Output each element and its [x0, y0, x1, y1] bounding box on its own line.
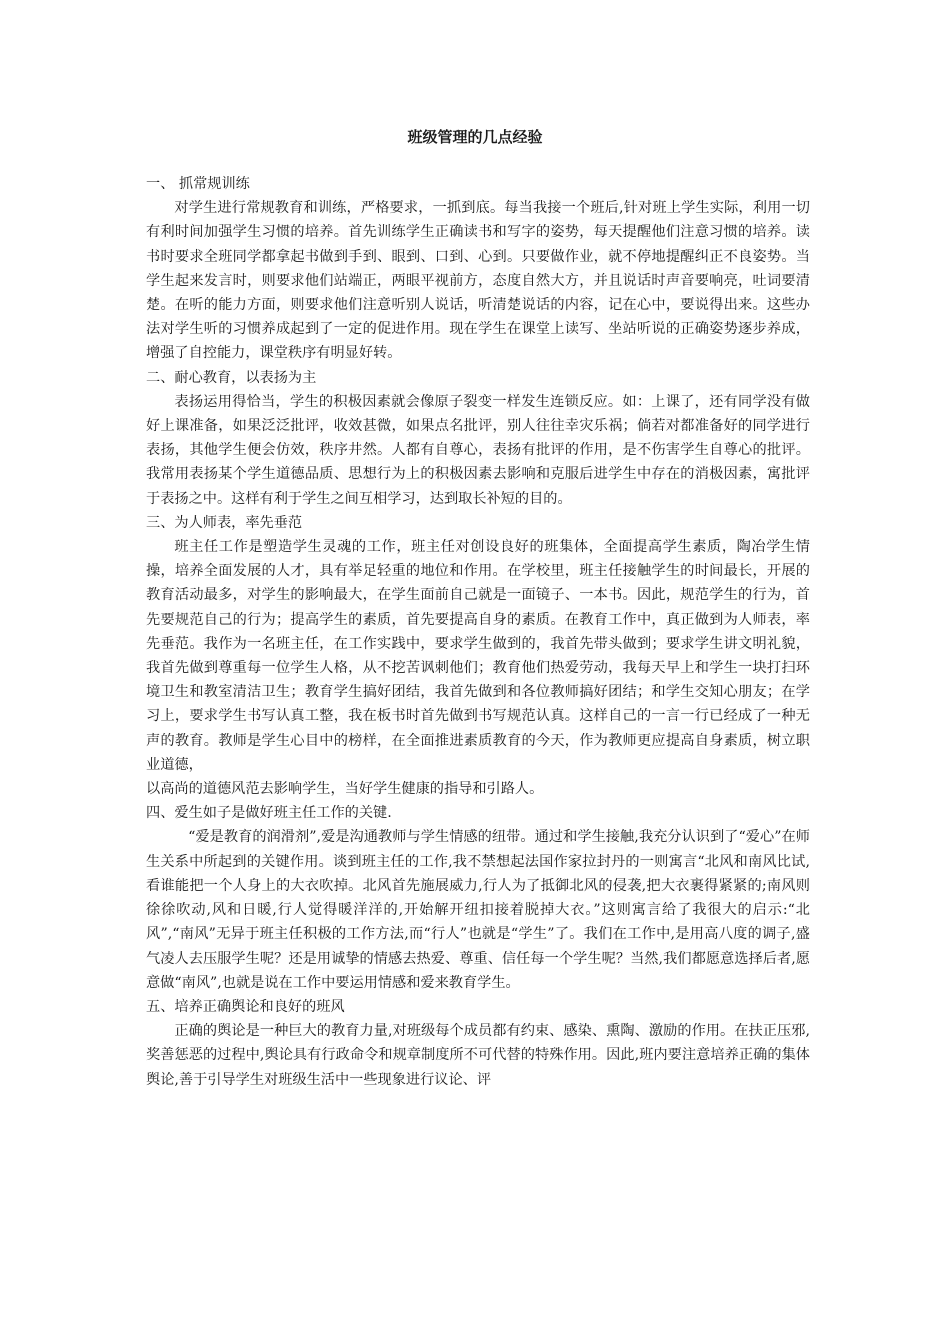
section-heading-3: 三、为人师表，率先垂范: [146, 514, 303, 531]
section-paragraph-1: 对学生进行常规教育和训练，严格要求，一抓到底。每当我接一个班后,针对班上学生实际，利用一切有利时间加强学生习惯的培养。首先训练学生正确读书和写字的姿势，每天提醒他们注意习惯的培养。读书时要求全班同学都拿起书做到手到、眼到、口到、心到。只要做作业，就不停地提醒纠正不良姿势。当学生起来发言时，则要求他们站端正，两眼平视前方，态度自然大方，并且说话时声音要响亮，吐词要清楚。在听的能力方面，则要求他们注意听别人说话，听清楚说话的内容，记在心中，要说得出来。这些办法对学生听的习惯养成起到了一定的促进作用。现在学生在课堂上读写、坐站听说的正确姿势逐步养成，增强了自控能力，课堂秩序有明显好转。: [146, 200, 810, 362]
section-heading-1: 一、 抓常规训练: [146, 176, 250, 192]
section-paragraph-5: 正确的舆论是一种巨大的教育力量,对班级每个成员都有约束、感染、熏陶、激励的作用。在扶正压邪,奖善惩恶的过程中,舆论具有行政命令和规章制度所不可代替的特殊作用。因此,班内要注意培养正确的集体舆论,善于引导学生对班级生活中一些现象进行议论、评: [146, 1023, 810, 1088]
section-paragraph-2: 表扬运用得恰当，学生的积极因素就会像原子裂变一样发生连锁反应。如：上课了，还有同学没有做好上课准备，如果泛泛批评，收效甚微，如果点名批评，别人往往幸灾乐祸；倘若对都准备好的同学进行表扬，其他学生便会仿效，秩序井然。人都有自尊心，表扬有批评的作用，是不伤害学生自尊心的批评。我常用表扬某个学生道德品质、思想行为上的积极因素去影响和克服后进学生中存在的消极因素，寓批评于表扬之中。这样有利于学生之间互相学习，达到取长补短的目的。: [146, 393, 810, 507]
section-heading-4: 四、爱生如子是做好班主任工作的关键.: [146, 805, 392, 822]
section-paragraph-3: 班主任工作是塑造学生灵魂的工作，班主任对创设良好的班集体，全面提高学生素质，陶冶学生情操，培养全面发展的人才，具有举足轻重的地位和作用。在学校里，班主任接触学生的时间最长，开展的教育活动最多，对学生的影响最大，在学生面前自己就是一面镜子、一本书。因此，规范学生的行为，首先要规范自己的行为；提高学生的素质，首先要提高自身的素质。在教育工作中，真正做到为人师表，率先垂范。我作为一名班主任，在工作实践中，要求学生做到的，我首先带头做到；要求学生讲文明礼貌，我首先做到尊重每一位学生人格，从不挖苦讽刺他们；教育他们热爱劳动，我每天早上和学生一块打扫环境卫生和教室清洁卫生；教育学生搞好团结，我首先做到和各位教师搞好团结；和学生交知心朋友；在学习上，要求学生书写认真工整，我在板书时首先做到书写规范认真。这样自己的一言一行已经成了一种无声的教育。教师是学生心目中的榜样，在全面推进素质教育的今天，作为教师更应提高自身素质，树立职业道德，: [146, 539, 810, 773]
section-heading-5: 五、培养正确舆论和良好的班风: [146, 998, 345, 1015]
section-heading-2: 二、耐心教育，以表扬为主: [146, 369, 317, 386]
section-paragraph-3-tail: 以高尚的道德风范去影响学生，当好学生健康的指导和引路人。: [146, 781, 544, 798]
page-title: 班级管理的几点经验: [407, 128, 543, 146]
section-paragraph-4: “爱是教育的润滑剂”,爱是沟通教师与学生情感的纽带。通过和学生接触,我充分认识到了“爱心”在师生关系中所起到的关键作用。谈到班主任的工作,我不禁想起法国作家拉封丹的一则寓言“北风和南风比试,看谁能把一个人身上的大衣吹掉。北风首先施展威力,行人为了抵御北风的侵袭,把大衣裹得紧紧的;南风则徐徐吹动,风和日暖,行人觉得暖洋洋的,开始解开纽扣接着脱掉大衣。”这则寓言给了我很大的启示:“北风”,“南风”无异于班主任积极的工作方法,而“行人”也就是“学生”了。我们在工作中,是用高八度的调子,盛气凌人去压服学生呢？还是用诚挚的情感去热爱、尊重、信任每一个学生呢？当然,我们都愿意选择后者,愿意做“南风”,也就是说在工作中要运用情感和爱来教育学生。: [146, 829, 810, 991]
document-body: [146, 172, 810, 1092]
